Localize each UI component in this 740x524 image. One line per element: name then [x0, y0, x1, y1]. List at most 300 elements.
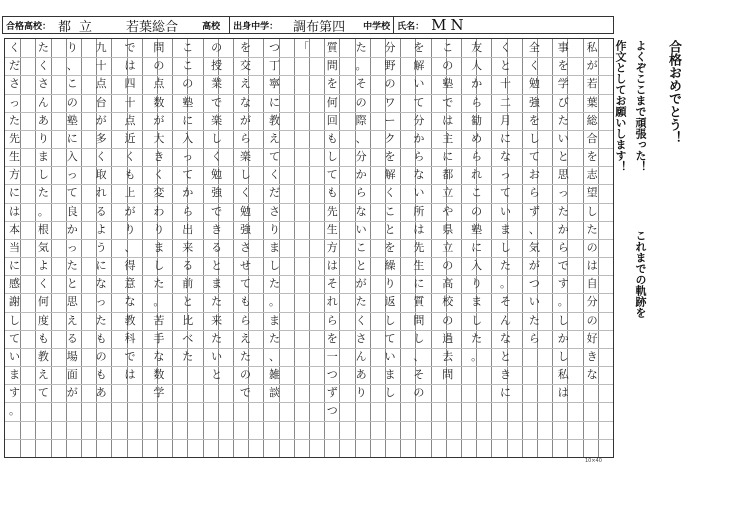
manuscript-char: は — [413, 222, 425, 236]
manuscript-char: え — [37, 368, 49, 382]
manuscript-char: 問 — [326, 59, 338, 73]
manuscript-char: 県 — [442, 222, 454, 236]
manuscript-char: 、 — [268, 349, 280, 363]
manuscript-char: 丁 — [268, 59, 280, 73]
manuscript-char: い — [9, 349, 21, 363]
manuscript-char: 近 — [124, 131, 136, 145]
manuscript-char: ま — [211, 277, 223, 291]
manuscript-char: つ — [528, 277, 540, 291]
manuscript-char: ん — [37, 95, 49, 109]
manuscript-char: き — [499, 368, 511, 382]
manuscript-char: 都 — [442, 168, 454, 182]
manuscript-char: く — [124, 150, 136, 164]
manuscript-char: が — [240, 113, 252, 127]
manuscript-char: 。 — [471, 349, 483, 363]
manuscript-char: 本 — [9, 222, 21, 236]
manuscript-char: え — [240, 77, 252, 91]
name-label: 氏名： — [397, 21, 425, 32]
manuscript-char: し — [586, 204, 598, 218]
manuscript-char: れ — [471, 168, 483, 182]
manuscript-char: し — [37, 168, 49, 182]
manuscript-char: 質 — [413, 295, 425, 309]
manuscript-char: 気 — [37, 240, 49, 254]
manuscript-char: 「 — [297, 41, 309, 54]
manuscript-char: 自 — [586, 277, 598, 291]
manuscript-char: ら — [413, 150, 425, 164]
manuscript-char: を — [326, 77, 338, 91]
manuscript-char: 教 — [37, 349, 49, 363]
grid-column-line — [172, 39, 173, 457]
manuscript-char: の — [442, 59, 454, 73]
manuscript-char: い — [557, 131, 569, 145]
manuscript-char: や — [442, 204, 454, 218]
manuscript-char: ら — [557, 240, 569, 254]
manuscript-char: お — [528, 168, 540, 182]
manuscript-char: れ — [326, 295, 338, 309]
manuscript-char: し — [240, 168, 252, 182]
manuscript-char: の — [95, 349, 107, 363]
manuscript-char: 。 — [153, 295, 165, 309]
manuscript-char: さ — [9, 77, 21, 91]
manuscript-char: 前 — [182, 277, 194, 291]
manuscript-char: 雑 — [268, 368, 280, 382]
manuscript-char: 思 — [557, 168, 569, 182]
manuscript-char: り — [37, 131, 49, 145]
manuscript-char: ら — [471, 150, 483, 164]
manuscript-char: の — [182, 77, 194, 91]
grid-column-line — [111, 39, 112, 457]
manuscript-char: ず — [326, 386, 338, 400]
manuscript-char: の — [586, 313, 598, 327]
manuscript-char: こ — [182, 41, 194, 54]
manuscript-char: り — [471, 277, 483, 291]
manuscript-char: か — [355, 168, 367, 182]
manuscript-char: ま — [471, 295, 483, 309]
manuscript-char: の — [384, 77, 396, 91]
manuscript-char: と — [211, 368, 223, 382]
grid-row-line — [5, 421, 613, 422]
grid-row-line — [5, 402, 613, 403]
manuscript-char: れ — [95, 186, 107, 200]
grid-column-line — [294, 39, 295, 457]
manuscript-char: す — [557, 277, 569, 291]
manuscript-char: 交 — [240, 59, 252, 73]
grid-size-label: 10×40 — [585, 458, 602, 464]
manuscript-char: 勧 — [471, 113, 483, 127]
manuscript-char: さ — [37, 77, 49, 91]
manuscript-char: の — [586, 240, 598, 254]
manuscript-char: く — [37, 59, 49, 73]
manuscript-char: 楽 — [240, 150, 252, 164]
manuscript-char: 勉 — [211, 168, 223, 182]
manuscript-char: な — [355, 204, 367, 218]
manuscript-char: を — [384, 150, 396, 164]
manuscript-char: つ — [326, 368, 338, 382]
manuscript-char: と — [499, 59, 511, 73]
manuscript-char: に — [268, 95, 280, 109]
manuscript-char: つ — [268, 41, 280, 54]
manuscript-char: た — [182, 349, 194, 363]
manuscript-char: べ — [182, 331, 194, 345]
manuscript-char: し — [384, 313, 396, 327]
manuscript-char: 点 — [95, 77, 107, 91]
manuscript-char: な — [240, 95, 252, 109]
manuscript-char: 先 — [413, 240, 425, 254]
manuscript-char: い — [499, 204, 511, 218]
manuscript-char: 所 — [413, 204, 425, 218]
manuscript-char: 十 — [124, 95, 136, 109]
grid-column-line — [339, 39, 340, 457]
manuscript-char: た — [240, 349, 252, 363]
manuscript-char: し — [9, 313, 21, 327]
middle-label: 出身中学： — [233, 21, 279, 32]
manuscript-char: 分 — [355, 150, 367, 164]
manuscript-char: さ — [268, 204, 280, 218]
manuscript-char: い — [413, 186, 425, 200]
grid-column-line — [552, 39, 553, 457]
manuscript-char: 数 — [153, 95, 165, 109]
manuscript-char: あ — [37, 113, 49, 127]
manuscript-char: 談 — [268, 386, 280, 400]
manuscript-char: ず — [528, 204, 540, 218]
manuscript-char: っ — [95, 295, 107, 309]
manuscript-char: 場 — [66, 349, 78, 363]
manuscript-char: も — [326, 186, 338, 200]
manuscript-char: ら — [240, 313, 252, 327]
manuscript-char: た — [37, 186, 49, 200]
manuscript-char: 苦 — [153, 313, 165, 327]
manuscript-char: 先 — [326, 204, 338, 218]
manuscript-char: た — [471, 331, 483, 345]
manuscript-char: で — [124, 349, 136, 363]
manuscript-char: わ — [153, 204, 165, 218]
manuscript-char: は — [124, 59, 136, 73]
manuscript-char: と — [557, 150, 569, 164]
manuscript-char: た — [586, 222, 598, 236]
manuscript-char: た — [211, 295, 223, 309]
manuscript-char: 方 — [9, 168, 21, 182]
manuscript-char: か — [66, 222, 78, 236]
manuscript-char: 勉 — [528, 77, 540, 91]
manuscript-grid — [4, 38, 614, 458]
manuscript-char: だ — [268, 186, 280, 200]
comment-line-2: よくぞここまで頑張った！ — [634, 40, 647, 172]
comment-line-3: 作文としてお願いします！ — [614, 40, 627, 172]
manuscript-char: っ — [66, 168, 78, 182]
manuscript-char: き — [211, 222, 223, 236]
manuscript-char: 何 — [326, 95, 338, 109]
manuscript-char: ま — [268, 313, 280, 327]
manuscript-char: 葉 — [586, 95, 598, 109]
manuscript-char: 友 — [471, 41, 483, 54]
manuscript-char: を — [528, 113, 540, 127]
manuscript-char: ま — [384, 368, 396, 382]
manuscript-char: て — [384, 331, 396, 345]
manuscript-char: と — [355, 259, 367, 273]
manuscript-char: た — [9, 113, 21, 127]
manuscript-char: な — [124, 295, 136, 309]
manuscript-char: ー — [384, 113, 396, 127]
manuscript-char: を — [557, 59, 569, 73]
manuscript-char: 思 — [66, 295, 78, 309]
manuscript-char: が — [528, 259, 540, 273]
manuscript-char: こ — [384, 204, 396, 218]
manuscript-char: 立 — [442, 186, 454, 200]
manuscript-char: 、 — [124, 240, 136, 254]
name-field — [393, 17, 472, 33]
manuscript-char: て — [326, 168, 338, 182]
manuscript-char: も — [240, 295, 252, 309]
manuscript-char: く — [37, 277, 49, 291]
manuscript-char: ま — [153, 240, 165, 254]
manuscript-char: す — [9, 386, 21, 400]
manuscript-char: に — [9, 259, 21, 273]
manuscript-char: さ — [355, 331, 367, 345]
middle-name: 調布第四 — [293, 19, 346, 35]
manuscript-char: 教 — [124, 313, 136, 327]
manuscript-char: の — [471, 204, 483, 218]
manuscript-char: ま — [499, 222, 511, 236]
manuscript-char: い — [211, 349, 223, 363]
manuscript-char: っ — [66, 240, 78, 254]
manuscript-char: は — [557, 386, 569, 400]
school-pref: 都 — [58, 19, 72, 35]
manuscript-char: 解 — [384, 168, 396, 182]
manuscript-char: し — [384, 386, 396, 400]
manuscript-char: 人 — [471, 59, 483, 73]
manuscript-char: た — [268, 331, 280, 345]
manuscript-char: 全 — [528, 41, 540, 54]
manuscript-char: に — [499, 131, 511, 145]
manuscript-char: 感 — [9, 277, 21, 291]
manuscript-char: く — [153, 168, 165, 182]
manuscript-char: り — [124, 222, 136, 236]
manuscript-char: っ — [557, 186, 569, 200]
manuscript-char: た — [355, 295, 367, 309]
manuscript-char: 事 — [557, 41, 569, 54]
manuscript-char: だ — [9, 59, 21, 73]
manuscript-char: て — [499, 186, 511, 200]
manuscript-char: も — [124, 168, 136, 182]
manuscript-char: た — [557, 113, 569, 127]
manuscript-char: 質 — [326, 41, 338, 54]
school-label: 合格高校： — [6, 21, 52, 32]
manuscript-char: 科 — [124, 331, 136, 345]
grid-column-line — [522, 39, 523, 457]
manuscript-char: く — [95, 150, 107, 164]
manuscript-char: し — [211, 131, 223, 145]
manuscript-char: て — [413, 95, 425, 109]
manuscript-char: て — [9, 331, 21, 345]
manuscript-char: 来 — [211, 313, 223, 327]
manuscript-char: 変 — [153, 186, 165, 200]
manuscript-char: が — [95, 113, 107, 127]
manuscript-char: 四 — [124, 77, 136, 91]
manuscript-char: ワ — [384, 95, 396, 109]
manuscript-char: 。 — [9, 404, 21, 418]
manuscript-char: い — [384, 349, 396, 363]
manuscript-char: を — [586, 150, 598, 164]
manuscript-char: で — [211, 204, 223, 218]
manuscript-char: た — [95, 313, 107, 327]
manuscript-char: ら — [355, 186, 367, 200]
manuscript-char: か — [182, 186, 194, 200]
manuscript-char: こ — [182, 59, 194, 73]
manuscript-char: 点 — [124, 113, 136, 127]
manuscript-char: 勉 — [240, 204, 252, 218]
manuscript-char: 数 — [153, 368, 165, 382]
manuscript-char: 多 — [95, 131, 107, 145]
manuscript-char: 点 — [153, 77, 165, 91]
manuscript-char: も — [37, 331, 49, 345]
manuscript-char: 繰 — [384, 259, 396, 273]
manuscript-char: と — [66, 277, 78, 291]
manuscript-char: し — [153, 259, 165, 273]
manuscript-char: る — [182, 259, 194, 273]
manuscript-char: 上 — [124, 186, 136, 200]
manuscript-char: を — [240, 41, 252, 54]
manuscript-char: で — [211, 95, 223, 109]
manuscript-char: た — [37, 41, 49, 54]
manuscript-char: り — [66, 41, 78, 54]
manuscript-char: 際 — [355, 113, 367, 127]
manuscript-char: よ — [95, 222, 107, 236]
manuscript-char: く — [355, 313, 367, 327]
manuscript-char: 気 — [528, 240, 540, 254]
manuscript-char: り — [384, 277, 396, 291]
manuscript-char: の — [66, 95, 78, 109]
grid-column-line — [309, 39, 310, 457]
manuscript-char: て — [182, 168, 194, 182]
manuscript-char: 面 — [66, 368, 78, 382]
manuscript-char: た — [499, 259, 511, 273]
manuscript-char: 問 — [442, 368, 454, 382]
manuscript-char: し — [413, 331, 425, 345]
manuscript-char: も — [95, 368, 107, 382]
manuscript-char: ま — [9, 368, 21, 382]
manuscript-char: 主 — [442, 131, 454, 145]
manuscript-char: 塾 — [471, 222, 483, 236]
manuscript-char: 二 — [499, 95, 511, 109]
manuscript-char: 教 — [268, 113, 280, 127]
manuscript-char: 若 — [586, 77, 598, 91]
manuscript-char: の — [355, 95, 367, 109]
manuscript-char: 手 — [153, 331, 165, 345]
manuscript-char: し — [557, 313, 569, 327]
grid-column-line — [400, 39, 401, 457]
manuscript-char: 当 — [9, 240, 21, 254]
manuscript-char: あ — [95, 386, 107, 400]
middle-field — [229, 17, 393, 33]
manuscript-char: か — [557, 222, 569, 236]
manuscript-char: 入 — [471, 259, 483, 273]
manuscript-char: 授 — [211, 59, 223, 73]
manuscript-char: 総 — [586, 113, 598, 127]
manuscript-char: び — [557, 95, 569, 109]
manuscript-char: も — [95, 331, 107, 345]
manuscript-char: く — [268, 168, 280, 182]
manuscript-char: が — [66, 386, 78, 400]
manuscript-char: く — [211, 150, 223, 164]
manuscript-char: に — [182, 113, 194, 127]
manuscript-char: 楽 — [211, 113, 223, 127]
manuscript-char: 十 — [499, 77, 511, 91]
manuscript-char: し — [499, 240, 511, 254]
manuscript-char: が — [355, 277, 367, 291]
manuscript-char: 九 — [95, 41, 107, 54]
manuscript-char: い — [413, 77, 425, 91]
manuscript-char: 意 — [124, 277, 136, 291]
manuscript-char: 高 — [442, 277, 454, 291]
manuscript-char: 私 — [586, 41, 598, 54]
manuscript-char: 。 — [268, 295, 280, 309]
manuscript-char: な — [153, 349, 165, 363]
manuscript-char: 望 — [586, 186, 598, 200]
manuscript-char: に — [95, 259, 107, 273]
manuscript-char: は — [442, 113, 454, 127]
manuscript-char: た — [153, 277, 165, 291]
manuscript-char: を — [413, 41, 425, 54]
middle-suffix: 中学校 — [363, 21, 391, 32]
manuscript-char: 一 — [326, 349, 338, 363]
manuscript-char: 学 — [153, 386, 165, 400]
manuscript-char: 。 — [355, 59, 367, 73]
manuscript-char: 去 — [442, 349, 454, 363]
manuscript-char: よ — [37, 259, 49, 273]
manuscript-char: 野 — [384, 59, 396, 73]
grid-column-line — [233, 39, 234, 457]
manuscript-char: り — [268, 222, 280, 236]
grid-column-line — [81, 39, 82, 457]
manuscript-char: き — [153, 150, 165, 164]
manuscript-char: え — [240, 331, 252, 345]
manuscript-char: 問 — [153, 41, 165, 54]
manuscript-char: か — [413, 131, 425, 145]
manuscript-char: た — [66, 259, 78, 273]
manuscript-char: に — [471, 240, 483, 254]
manuscript-char: て — [528, 150, 540, 164]
manuscript-char: 学 — [557, 77, 569, 91]
grid-column-line — [431, 39, 432, 457]
school-type: 立 — [79, 19, 93, 35]
manuscript-char: 寧 — [268, 77, 280, 91]
manuscript-char: ら — [240, 131, 252, 145]
manuscript-char: 入 — [182, 131, 194, 145]
manuscript-char: も — [326, 131, 338, 145]
manuscript-char: で — [442, 95, 454, 109]
grid-column-line — [142, 39, 143, 457]
manuscript-char: の — [442, 313, 454, 327]
manuscript-char: に — [499, 386, 511, 400]
comment-line-1: 合格おめでとう！ — [666, 40, 681, 144]
manuscript-char: の — [442, 259, 454, 273]
manuscript-char: 取 — [95, 168, 107, 182]
manuscript-char: と — [211, 259, 223, 273]
manuscript-char: ら — [471, 95, 483, 109]
manuscript-char: て — [268, 150, 280, 164]
manuscript-char: さ — [240, 240, 252, 254]
grid-column-line — [263, 39, 264, 457]
manuscript-char: き — [586, 349, 598, 363]
manuscript-char: 業 — [211, 77, 223, 91]
manuscript-char: せ — [240, 259, 252, 273]
manuscript-char: 塾 — [442, 77, 454, 91]
manuscript-char: ん — [499, 313, 511, 327]
manuscript-char: に — [9, 186, 21, 200]
comment-line-4: これまでの軌跡を — [634, 230, 647, 318]
manuscript-char: に — [442, 150, 454, 164]
manuscript-char: 分 — [586, 295, 598, 309]
